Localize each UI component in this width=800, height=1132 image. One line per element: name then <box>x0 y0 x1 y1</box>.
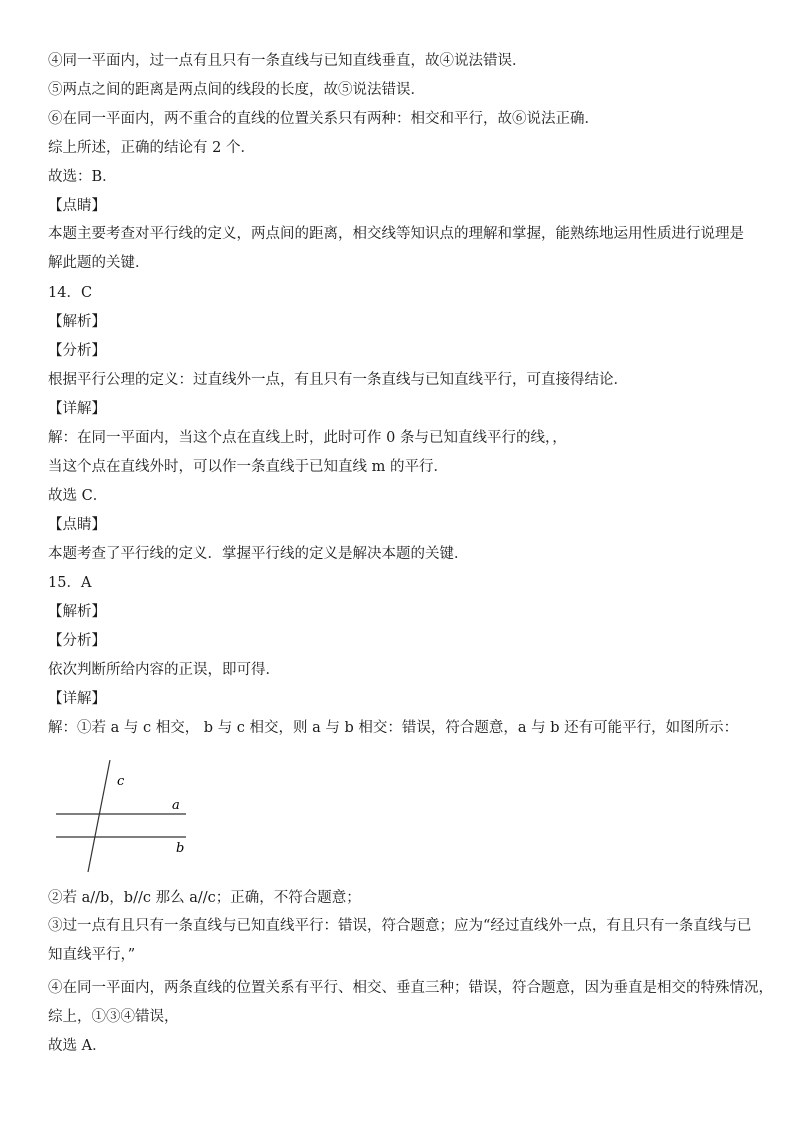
question-number-14: 14．C <box>48 285 93 301</box>
heading-dianjing-13: 【点睛】 <box>48 198 106 214</box>
heading-xiangjie-15: 【详解】 <box>48 691 106 707</box>
text-line-xiangjie-15-summary: 综上，①③④错误， <box>48 1009 179 1025</box>
question-number-15: 15．A <box>48 575 92 591</box>
heading-jiexi-15: 【解析】 <box>48 604 106 620</box>
text-line-xiangjie-14-a: 解：在同一平面内，当这个点在直线上时，此时可作 0 条与已知直线平行的线，， <box>48 430 567 446</box>
label-a: a <box>172 798 180 813</box>
text-line-fenxi-15: 依次判断所给内容的正误，即可得． <box>48 662 280 678</box>
text-line-xiangjie-14-b: 当这个点在直线外时，可以作一条直线于已知直线 m 的平行． <box>48 459 448 475</box>
text-line-xiangjie-15-2: ②若 a//b，b//c 那么 a//c；正确，不符合题意； <box>48 890 361 906</box>
text-line-answer-13: 故选：B． <box>48 169 117 185</box>
text-line-answer-15: 故选 A． <box>48 1038 107 1054</box>
text-line-xiangjie-15-3: ③过一点有且只有一条直线与已知直线平行：错误，符合题意；应为“经过直线外一点，有且只有一条直线与已知直线平行，” <box>48 918 752 963</box>
heading-fenxi-15: 【分析】 <box>48 633 106 649</box>
text-line-answer-14: 故选 C． <box>48 488 108 504</box>
line-c <box>88 760 110 872</box>
parallel-lines-figure <box>48 752 208 877</box>
text-line-statement-6: ⑥在同一平面内，两不重合的直线的位置关系只有两种：相交和平行，故⑥说法正确． <box>48 111 599 127</box>
paragraph-dianjing-13: 本题主要考查对平行线的定义，两点间的距离，相交线等知识点的理解和掌握，能熟练地运用性质进行说理是解此题的关键． <box>48 226 744 271</box>
label-c: c <box>117 774 125 789</box>
heading-dianjing-14: 【点睛】 <box>48 517 106 533</box>
label-b: b <box>176 841 185 856</box>
text-line-xiangjie-15-4: ④在同一平面内，两条直线的位置关系有平行、相交、垂直三种；错误，符合题意，因为垂直是相交的特殊情况， <box>48 980 773 996</box>
text-line-statement-4: ④同一平面内，过一点有且只有一条直线与已知直线垂直，故④说法错误． <box>48 53 527 69</box>
text-line-fenxi-14: 根据平行公理的定义：过直线外一点，有且只有一条直线与已知直线平行，可直接得结论． <box>48 372 628 388</box>
heading-jiexi-14: 【解析】 <box>48 314 106 330</box>
text-line-xiangjie-15-1: 解：①若 a 与 c 相交， b 与 c 相交，则 a 与 b 相交：错误，符合题意，a 与 b 还有可能平行，如图所示： <box>48 720 739 736</box>
text-line-statement-5: ⑤两点之间的距离是两点间的线段的长度，故⑤说法错误． <box>48 82 425 98</box>
text-line-summary: 综上所述，正确的结论有 2 个． <box>48 140 255 156</box>
text-line-dianjing-14: 本题考查了平行线的定义．掌握平行线的定义是解决本题的关键． <box>48 546 469 562</box>
heading-xiangjie-14: 【详解】 <box>48 401 106 417</box>
heading-fenxi-14: 【分析】 <box>48 343 106 359</box>
